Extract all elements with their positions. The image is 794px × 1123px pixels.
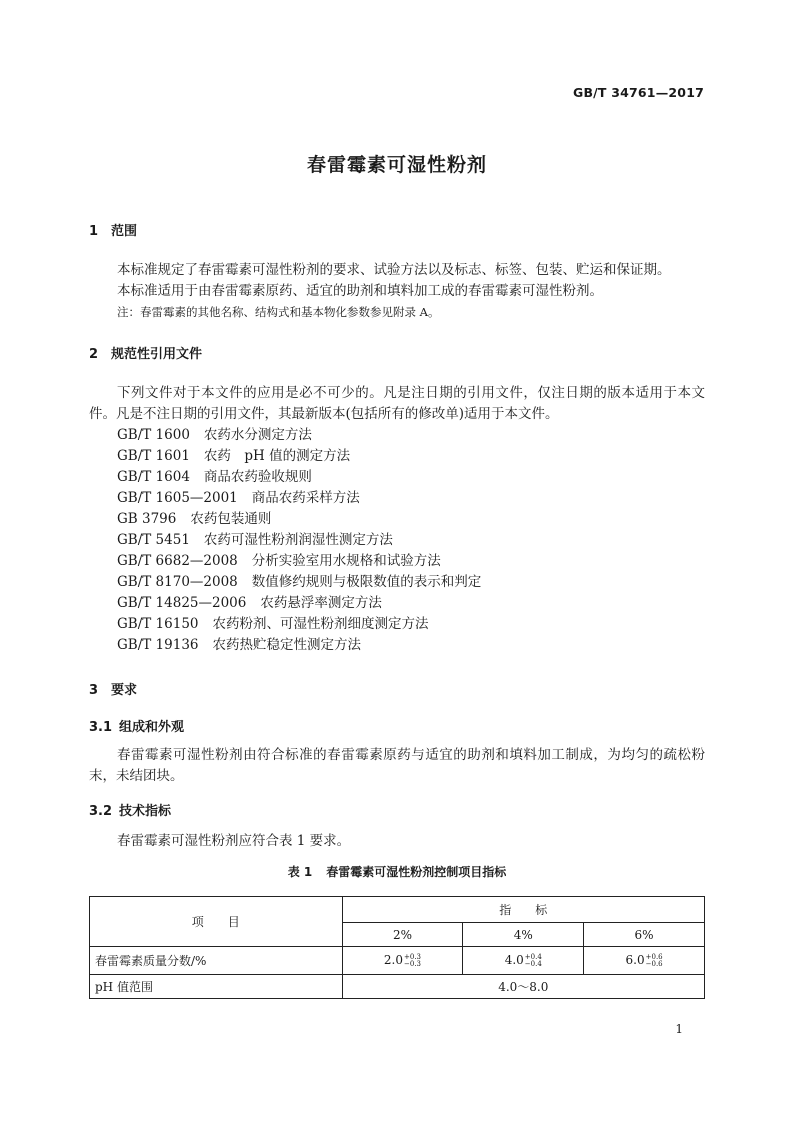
cell-value (463, 947, 584, 975)
ref-code: GB 3796 (117, 511, 177, 527)
subsection-number: 3.2 (89, 804, 113, 819)
ref-code: GB/T 19136 (117, 637, 199, 653)
tolerance-plus: +0.6 (645, 952, 663, 961)
tolerance-minus: −0.3 (404, 959, 421, 968)
subsection-number: 3.1 (89, 720, 113, 735)
section-title: 要求 (111, 683, 138, 698)
table-caption (0, 863, 794, 880)
table-row (90, 975, 705, 999)
tolerance-plus: +0.3 (404, 952, 421, 961)
header-index: 指 标 (342, 897, 704, 923)
ref-title: 商品农药验收规则 (203, 469, 312, 485)
ref-code: GB/T 1605—2001 (117, 490, 238, 506)
value-base: 2.0 (383, 953, 403, 968)
ref-title: 数值修约规则与极限数值的表示和判定 (251, 574, 482, 590)
tolerance (404, 954, 421, 968)
section-title: 规范性引用文件 (111, 347, 203, 362)
spec-table (89, 896, 705, 999)
list-item (117, 593, 481, 614)
ref-title: 农药包装通则 (190, 511, 272, 527)
ref-title: 商品农药采样方法 (251, 490, 360, 506)
section-heading-normative-refs (89, 343, 202, 362)
table-caption-number: 表 1 (287, 865, 313, 879)
standard-number: GB/T 34761—2017 (572, 85, 704, 100)
section-heading-requirements (89, 679, 137, 698)
ref-code: GB/T 14825—2006 (117, 595, 247, 611)
page-number: 1 (675, 1022, 683, 1036)
ref-title: 农药水分测定方法 (203, 427, 312, 443)
scope-paragraph-1: 本标准规定了春雷霉素可湿性粉剂的要求、试验方法以及标志、标签、包装、贮运和保证期。 (117, 262, 671, 278)
subsection-heading-composition (89, 716, 184, 735)
subsection-heading-technical-indexes (89, 800, 171, 819)
cell-value (584, 947, 705, 975)
ref-code: GB/T 1601 (117, 448, 190, 464)
grade-6: 6% (584, 923, 705, 947)
reference-list (117, 425, 481, 656)
grade-2: 2% (342, 923, 463, 947)
value-base: 6.0 (625, 953, 645, 968)
ref-title: 分析实验室用水规格和试验方法 (251, 553, 441, 569)
row-item: 春雷霉素质量分数/% (90, 947, 343, 975)
scope-note: 注：春雷霉素的其他名称、结构式和基本物化参数参见附录 A。 (117, 305, 440, 319)
list-item (117, 446, 481, 467)
ref-title: 农药悬浮率测定方法 (260, 595, 382, 611)
section-number: 2 (89, 347, 99, 362)
section-title: 范围 (111, 224, 138, 239)
tolerance-plus: +0.4 (524, 952, 542, 961)
value-base: 4.0 (504, 953, 524, 968)
list-item (117, 551, 481, 572)
ref-code: GB/T 1600 (117, 427, 190, 443)
technical-indexes-paragraph: 春雷霉素可湿性粉剂应符合表 1 要求。 (117, 833, 351, 849)
list-item (117, 467, 481, 488)
ref-code: GB/T 16150 (117, 616, 199, 632)
table-row (90, 947, 705, 975)
ref-code: GB/T 5451 (117, 532, 190, 548)
list-item (117, 614, 481, 635)
ref-code: GB/T 6682—2008 (117, 553, 238, 569)
section-number: 3 (89, 683, 99, 698)
scope-paragraph-2: 本标准适用于由春雷霉素原药、适宜的助剂和填料加工成的春雷霉素可湿性粉剂。 (117, 283, 603, 299)
tolerance (525, 954, 542, 968)
list-item (117, 509, 481, 530)
ref-title: 农药 pH 值的测定方法 (203, 448, 351, 464)
ref-title: 农药热贮稳定性测定方法 (212, 637, 361, 653)
normative-refs-intro: 下列文件对于本文件的应用是必不可少的。凡是注日期的引用文件，仅注日期的版本适用于本文件。凡是不注日期的引用文件，其最新版本(包括所有的修改单)适用于本文件。 (89, 385, 705, 422)
subsection-title: 技术指标 (119, 804, 172, 819)
list-item (117, 425, 481, 446)
ref-code: GB/T 1604 (117, 469, 190, 485)
table-caption-title: 春雷霉素可湿性粉剂控制项目指标 (326, 865, 507, 879)
ref-title: 农药粉剂、可湿性粉剂细度测定方法 (212, 616, 429, 632)
composition-paragraph: 春雷霉素可湿性粉剂由符合标准的春雷霉素原药与适宜的助剂和填料加工制成，为均匀的疏松粉末，未结团块。 (89, 747, 705, 784)
cell-value (342, 947, 463, 975)
cell-value: 4.0～8.0 (342, 975, 704, 999)
tolerance-minus: −0.4 (524, 959, 542, 968)
grade-4: 4% (463, 923, 584, 947)
list-item (117, 488, 481, 509)
section-heading-scope (89, 220, 137, 239)
ref-code: GB/T 8170—2008 (117, 574, 238, 590)
document-title: 春雷霉素可湿性粉剂 (306, 154, 487, 176)
row-item: pH 值范围 (90, 975, 343, 999)
list-item (117, 530, 481, 551)
list-item (117, 635, 481, 656)
header-item: 项 目 (90, 897, 343, 947)
ref-title: 农药可湿性粉剂润湿性测定方法 (203, 532, 393, 548)
tolerance (646, 954, 663, 968)
table-header-row (90, 897, 705, 923)
list-item (117, 572, 481, 593)
tolerance-minus: −0.6 (645, 959, 663, 968)
subsection-title: 组成和外观 (119, 720, 185, 735)
section-number: 1 (89, 224, 99, 239)
